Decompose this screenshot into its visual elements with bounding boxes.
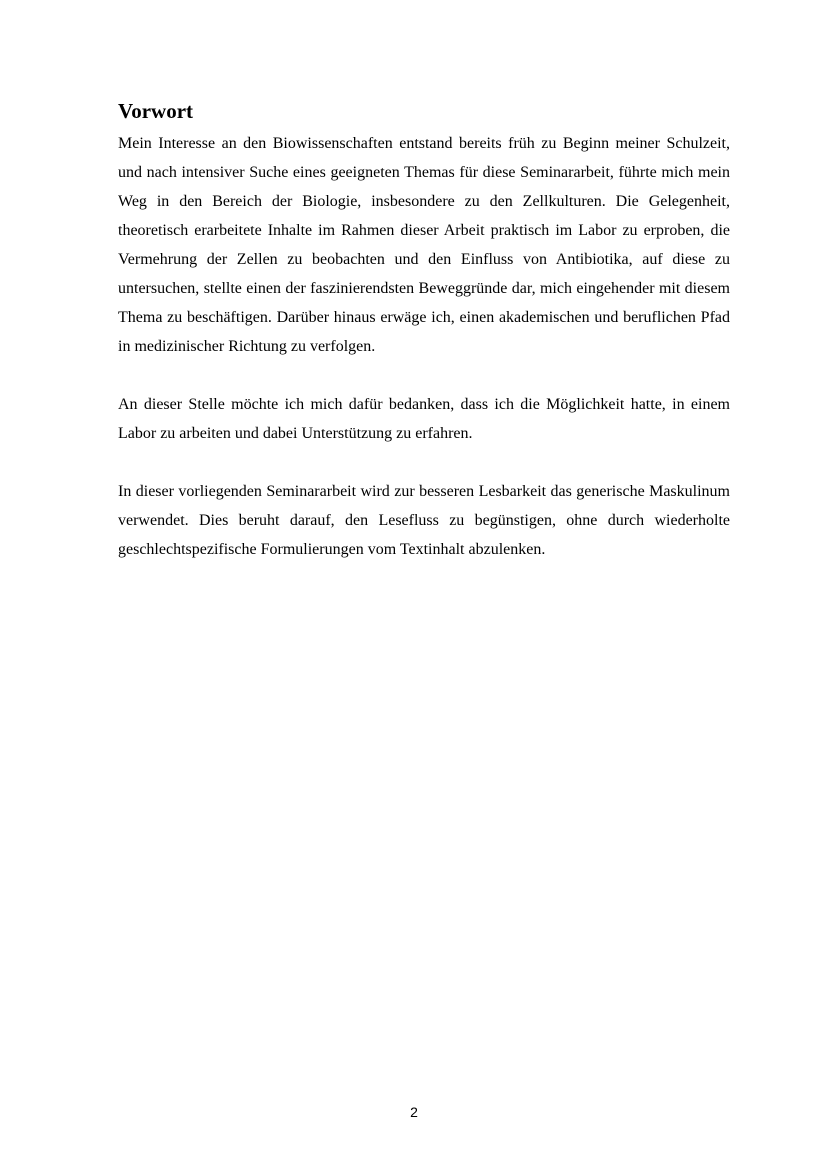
paragraph-motivation: Mein Interesse an den Biowissenschaften entstand bereits früh zu Beginn meiner Schulzeit, und nach intensiver Suche eines geeigneten Themas für diese Seminararbeit, führte mich mein Weg in den Bereich der Biologie, insbesondere zu den Zellkulturen. Die Gelegenheit, theoretisch erarbeitete Inhalte im Rahmen dieser Arbeit praktisch im Labor zu erproben, die Vermehrung der Zellen zu beobachten und den Einfluss von Antibiotika, auf diese zu untersuchen, stellte einen der faszinierendsten Beweggründe dar, mich eingehender mit diesem Thema zu beschäftigen. Darüber hinaus erwäge ich, einen akademischen und beruflichen Pfad in medizinischer Richtung zu verfolgen. <box>118 135 730 355</box>
paragraph-language-note: In dieser vorliegenden Seminararbeit wird zur besseren Lesbarkeit das generische Maskulinum verwendet. Dies beruht darauf, den Lesefluss zu begünstigen, ohne durch wiederholte geschlechtspezifische Formulierungen vom Textinhalt abzulenken. <box>118 483 730 558</box>
paragraph-acknowledgement: An dieser Stelle möchte ich mich dafür bedanken, dass ich die Möglichkeit hatte, in einem Labor zu arbeiten und dabei Unterstützung zu erfahren. <box>118 396 730 442</box>
page-number: 2 <box>410 1104 418 1120</box>
section-heading: Vorwort <box>118 99 194 123</box>
page-content <box>118 96 730 564</box>
